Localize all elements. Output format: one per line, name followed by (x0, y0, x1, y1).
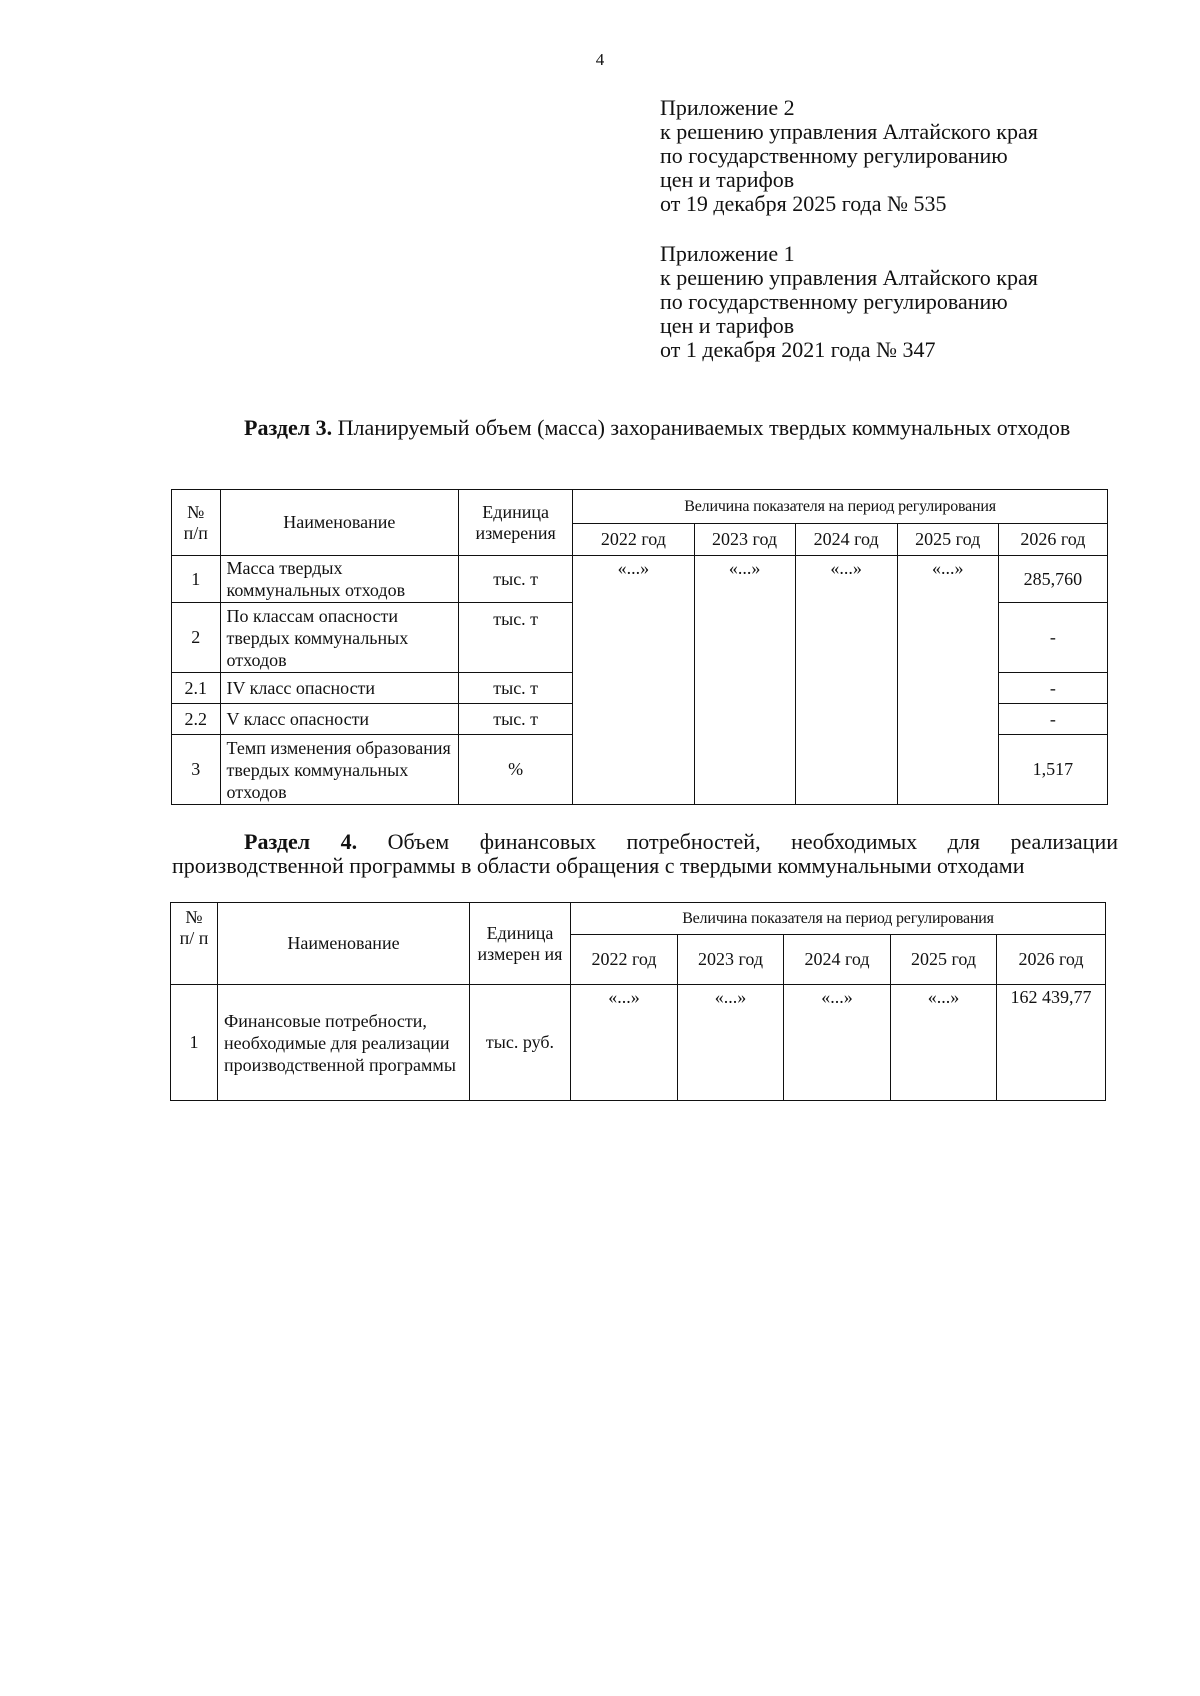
page-number: 4 (595, 50, 605, 69)
appendix-2-header (660, 96, 1038, 216)
row-num: 2 (172, 603, 221, 673)
header-year: 2022 год (573, 524, 694, 556)
header-year: 2024 год (784, 935, 891, 985)
row-num: 3 (172, 735, 221, 805)
row-name: Темп изменения образования твердых коммунальных отходов (220, 735, 459, 805)
row-name: IV класс опасности (220, 673, 459, 704)
section-3-title: Планируемый объем (масса) захораниваемых твердых коммунальных отходов (332, 415, 1071, 440)
header-year: 2026 год (997, 935, 1106, 985)
header-unit: Единица измерен ия (470, 903, 571, 985)
value-2026: 162 439,77 (997, 985, 1106, 1101)
row-unit: тыс. т (459, 603, 573, 673)
header-name: Наименование (218, 903, 470, 985)
header-year: 2026 год (998, 524, 1107, 556)
appendix-line: цен и тарифов (660, 167, 795, 192)
appendix-line: по государственному регулированию (660, 289, 1008, 314)
row-unit: тыс. т (459, 556, 573, 603)
appendix-1-header (660, 242, 1038, 362)
value-2026: - (998, 673, 1107, 704)
appendix-line: от 1 декабря 2021 года № 347 (660, 337, 936, 362)
header-year: 2022 год (571, 935, 678, 985)
appendix-line: Приложение 2 (660, 95, 795, 120)
header-year: 2023 год (678, 935, 784, 985)
section-3-table (171, 489, 1108, 805)
row-num: 1 (172, 556, 221, 603)
value-2024: «...» (784, 985, 891, 1101)
value-2025: «...» (897, 556, 998, 805)
appendix-line: от 19 декабря 2025 года № 535 (660, 191, 947, 216)
row-unit: тыс. руб. (470, 985, 571, 1101)
value-2025: «...» (891, 985, 997, 1101)
header-unit: Единица измерения (459, 490, 573, 556)
header-name: Наименование (220, 490, 459, 556)
value-2024: «...» (795, 556, 897, 805)
header-period: Величина показателя на период регулирования (571, 903, 1106, 935)
appendix-line: Приложение 1 (660, 241, 795, 266)
section-3-heading (172, 416, 1118, 440)
table-row (171, 985, 1106, 1101)
row-num: 2.1 (172, 673, 221, 704)
header-period: Величина показателя на период регулирования (573, 490, 1108, 524)
header-year: 2024 год (795, 524, 897, 556)
row-name: Финансовые потребности, необходимые для реализации производственной программы (218, 985, 470, 1101)
header-num: № п/п (172, 490, 221, 556)
row-num: 2.2 (172, 704, 221, 735)
value-2026: - (998, 603, 1107, 673)
value-2022: «...» (573, 556, 694, 805)
header-year: 2025 год (897, 524, 998, 556)
appendix-line: к решению управления Алтайского края (660, 119, 1038, 144)
appendix-line: к решению управления Алтайского края (660, 265, 1038, 290)
value-2026: 285,760 (998, 556, 1107, 603)
header-year: 2023 год (694, 524, 795, 556)
value-2023: «...» (678, 985, 784, 1101)
row-num: 1 (171, 985, 218, 1101)
row-unit: тыс. т (459, 704, 573, 735)
row-unit: тыс. т (459, 673, 573, 704)
value-2022: «...» (571, 985, 678, 1101)
section-4-table (170, 902, 1106, 1101)
row-name: По классам опасности твердых коммунальных отходов (220, 603, 459, 673)
row-name: Масса твердых коммунальных отходов (220, 556, 459, 603)
value-2023: «...» (694, 556, 795, 805)
section-4-heading (172, 830, 1118, 878)
header-num: № п/ п (171, 903, 218, 985)
appendix-line: цен и тарифов (660, 313, 795, 338)
value-2026: 1,517 (998, 735, 1107, 805)
appendix-line: по государственному регулированию (660, 143, 1008, 168)
value-2026: - (998, 704, 1107, 735)
section-4-label: Раздел 4. (244, 829, 358, 854)
row-unit: % (459, 735, 573, 805)
row-name: V класс опасности (220, 704, 459, 735)
header-year: 2025 год (891, 935, 997, 985)
table-row (172, 556, 1108, 603)
section-3-label: Раздел 3. (244, 415, 333, 440)
section-4-title: Объем финансовых потребностей, необходимых для реализации производственной программы в области обращения с твердыми коммунальными отходами (172, 829, 1118, 878)
